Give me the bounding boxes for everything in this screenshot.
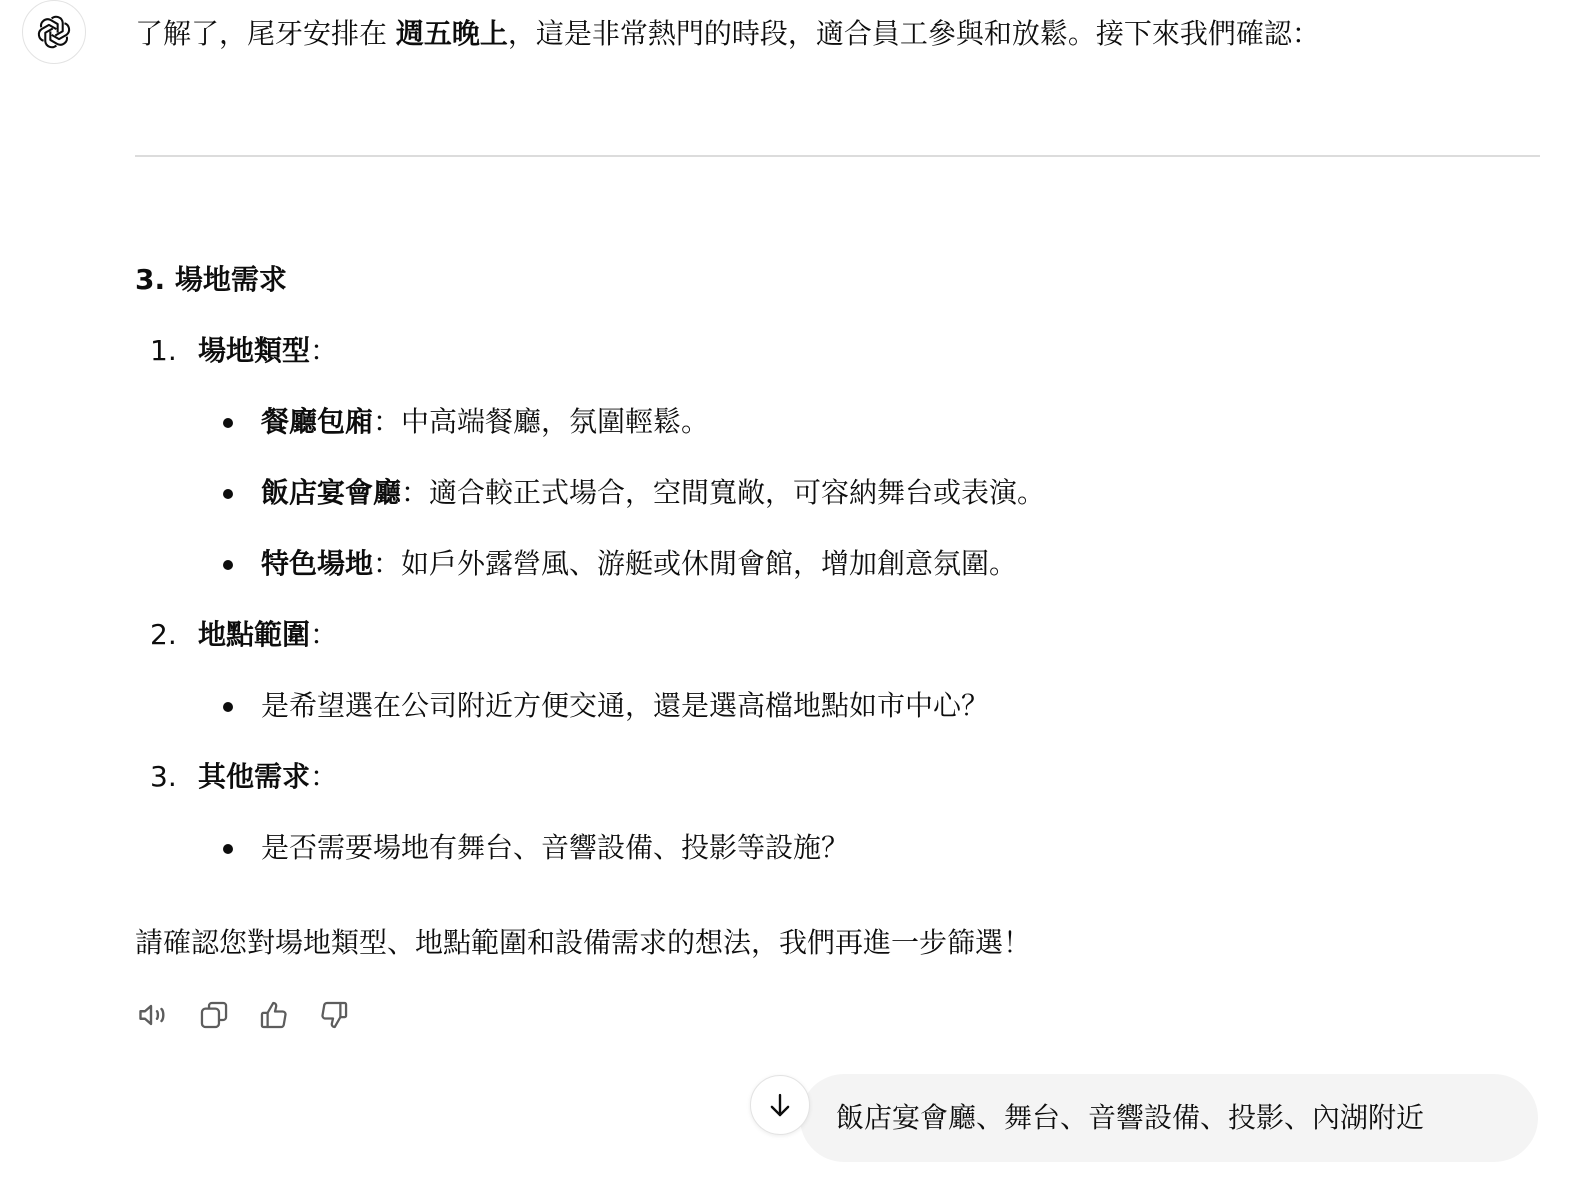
list-item-number: 1. (150, 334, 177, 367)
read-aloud-icon (136, 997, 172, 1033)
divider (135, 155, 1540, 157)
bullet-dot (223, 702, 233, 712)
read-aloud-button[interactable] (135, 996, 173, 1034)
intro-paragraph (135, 12, 1320, 56)
bullet-text: 是否需要場地有舞台、音響設備、投影等設施？ (261, 831, 850, 864)
copy-button[interactable] (195, 996, 233, 1034)
bullet-text: 是希望選在公司附近方便交通，還是選高檔地點如市中心？ (261, 689, 990, 722)
list-item-label: 地點範圍： (198, 618, 339, 651)
bullet-dot (223, 844, 233, 854)
bullet-text: 餐廳包廂：中高端餐廳，氛圍輕鬆。 (261, 405, 710, 438)
assistant-avatar (22, 0, 86, 64)
arrow-down-icon (765, 1090, 795, 1120)
list-item-label: 其他需求： (198, 760, 339, 793)
bullet-dot (223, 560, 233, 570)
user-message-text: 飯店宴會廳、舞台、音響設備、投影、內湖附近 (836, 1101, 1425, 1134)
thumbs-up-icon (257, 998, 291, 1032)
bullet-text: 特色場地：如戶外露營風、游艇或休閒會館，增加創意氛圍。 (261, 547, 1018, 580)
intro-text-bold: 週五晚上 (395, 17, 508, 50)
thumbs-down-icon (317, 998, 351, 1032)
user-message-bubble (800, 1074, 1538, 1162)
bullet-dot (223, 489, 233, 499)
thumbs-down-button[interactable] (315, 996, 353, 1034)
message-actions (135, 996, 353, 1034)
intro-text-before: 了解了，尾牙安排在 (135, 17, 396, 50)
thumbs-up-button[interactable] (255, 996, 293, 1034)
intro-text-after: ，這是非常熱門的時段，適合員工參與和放鬆。接下來我們確認： (507, 17, 1320, 50)
scroll-to-bottom-button[interactable] (750, 1075, 810, 1135)
list-item-number: 3. (150, 760, 177, 793)
bullet-dot (223, 418, 233, 428)
list-item-label: 場地類型： (198, 334, 339, 367)
list-item-number: 2. (150, 618, 177, 651)
copy-icon (197, 998, 231, 1032)
closing-paragraph: 請確認您對場地類型、地點範圍和設備需求的想法，我們再進一步篩選！ (135, 926, 1032, 959)
bullet-text: 飯店宴會廳：適合較正式場合，空間寬敞，可容納舞台或表演。 (261, 476, 1046, 509)
section-title: 3. 場地需求 (135, 263, 287, 296)
openai-logo-icon (35, 13, 73, 51)
